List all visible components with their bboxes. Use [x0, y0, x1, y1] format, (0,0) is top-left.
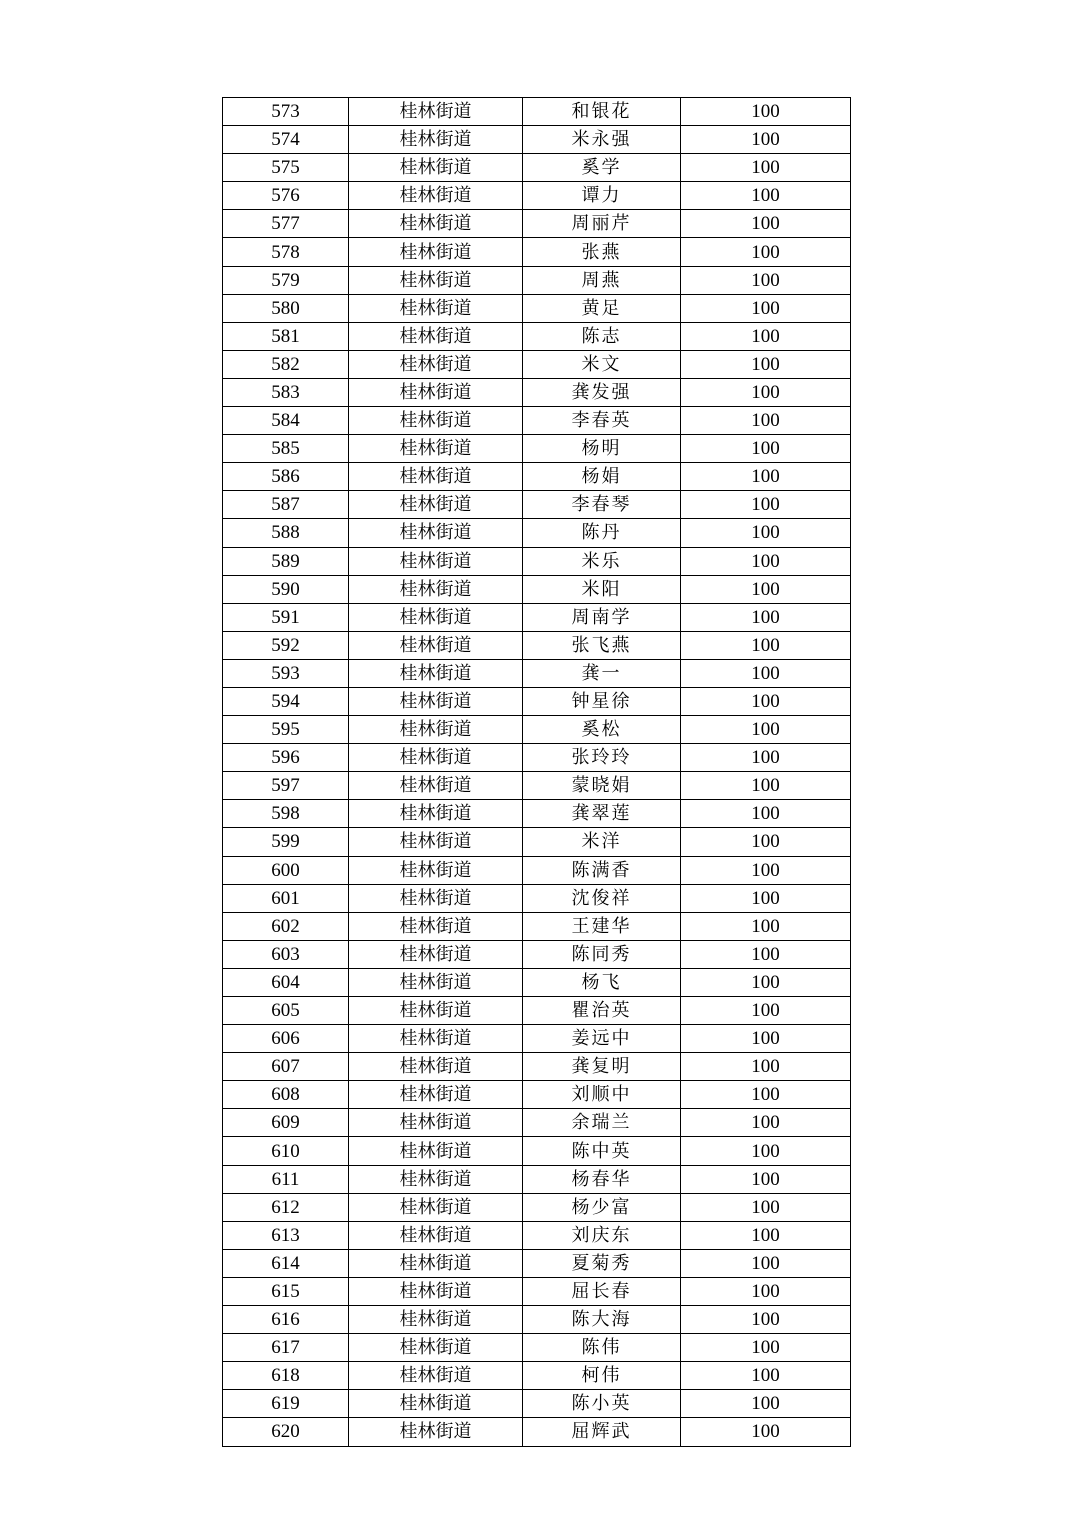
table-row	[223, 1306, 851, 1334]
table-row	[223, 1025, 851, 1053]
amount-cell: 100	[681, 1277, 851, 1305]
person-name-cell: 李春琴	[523, 491, 681, 519]
street-cell: 桂林街道	[349, 716, 523, 744]
row-number-cell: 581	[223, 322, 349, 350]
person-name-cell: 奚松	[523, 716, 681, 744]
street-cell: 桂林街道	[349, 856, 523, 884]
row-number-cell: 587	[223, 491, 349, 519]
amount-cell: 100	[681, 1053, 851, 1081]
street-cell: 桂林街道	[349, 463, 523, 491]
person-name-cell: 陈伟	[523, 1334, 681, 1362]
amount-cell: 100	[681, 856, 851, 884]
row-number-cell: 586	[223, 463, 349, 491]
row-number-cell: 594	[223, 687, 349, 715]
person-name-cell: 龚翠莲	[523, 800, 681, 828]
street-cell: 桂林街道	[349, 154, 523, 182]
amount-cell: 100	[681, 547, 851, 575]
person-name-cell: 张玲玲	[523, 744, 681, 772]
amount-cell: 100	[681, 1109, 851, 1137]
table-row	[223, 1418, 851, 1446]
person-name-cell: 米阳	[523, 575, 681, 603]
street-cell: 桂林街道	[349, 491, 523, 519]
street-cell: 桂林街道	[349, 1025, 523, 1053]
row-number-cell: 576	[223, 182, 349, 210]
street-cell: 桂林街道	[349, 126, 523, 154]
table-row	[223, 294, 851, 322]
street-cell: 桂林街道	[349, 266, 523, 294]
street-cell: 桂林街道	[349, 182, 523, 210]
person-name-cell: 陈志	[523, 322, 681, 350]
table-row	[223, 800, 851, 828]
records-body	[223, 98, 851, 1447]
street-cell: 桂林街道	[349, 1193, 523, 1221]
street-cell: 桂林街道	[349, 603, 523, 631]
street-cell: 桂林街道	[349, 378, 523, 406]
amount-cell: 100	[681, 575, 851, 603]
street-cell: 桂林街道	[349, 772, 523, 800]
person-name-cell: 陈大海	[523, 1306, 681, 1334]
street-cell: 桂林街道	[349, 547, 523, 575]
table-row	[223, 1137, 851, 1165]
person-name-cell: 屈长春	[523, 1277, 681, 1305]
street-cell: 桂林街道	[349, 828, 523, 856]
row-number-cell: 617	[223, 1334, 349, 1362]
table-row	[223, 182, 851, 210]
table-row	[223, 912, 851, 940]
street-cell: 桂林街道	[349, 940, 523, 968]
person-name-cell: 陈丹	[523, 519, 681, 547]
row-number-cell: 606	[223, 1025, 349, 1053]
row-number-cell: 578	[223, 238, 349, 266]
table-row	[223, 126, 851, 154]
amount-cell: 100	[681, 1418, 851, 1446]
street-cell: 桂林街道	[349, 800, 523, 828]
amount-cell: 100	[681, 940, 851, 968]
amount-cell: 100	[681, 631, 851, 659]
amount-cell: 100	[681, 435, 851, 463]
person-name-cell: 杨少富	[523, 1193, 681, 1221]
amount-cell: 100	[681, 744, 851, 772]
person-name-cell: 刘庆东	[523, 1221, 681, 1249]
street-cell: 桂林街道	[349, 1362, 523, 1390]
row-number-cell: 616	[223, 1306, 349, 1334]
amount-cell: 100	[681, 884, 851, 912]
amount-cell: 100	[681, 687, 851, 715]
table-row	[223, 575, 851, 603]
amount-cell: 100	[681, 238, 851, 266]
amount-cell: 100	[681, 1334, 851, 1362]
amount-cell: 100	[681, 154, 851, 182]
table-row	[223, 772, 851, 800]
amount-cell: 100	[681, 1249, 851, 1277]
amount-cell: 100	[681, 378, 851, 406]
street-cell: 桂林街道	[349, 1221, 523, 1249]
table-row	[223, 1053, 851, 1081]
table-row	[223, 266, 851, 294]
person-name-cell: 奚学	[523, 154, 681, 182]
amount-cell: 100	[681, 968, 851, 996]
row-number-cell: 593	[223, 659, 349, 687]
street-cell: 桂林街道	[349, 1390, 523, 1418]
amount-cell: 100	[681, 997, 851, 1025]
table-row	[223, 547, 851, 575]
person-name-cell: 杨娟	[523, 463, 681, 491]
person-name-cell: 瞿治英	[523, 997, 681, 1025]
table-row	[223, 1390, 851, 1418]
person-name-cell: 屈辉武	[523, 1418, 681, 1446]
person-name-cell: 龚一	[523, 659, 681, 687]
person-name-cell: 刘顺中	[523, 1081, 681, 1109]
row-number-cell: 618	[223, 1362, 349, 1390]
amount-cell: 100	[681, 210, 851, 238]
row-number-cell: 600	[223, 856, 349, 884]
street-cell: 桂林街道	[349, 575, 523, 603]
table-row	[223, 98, 851, 126]
amount-cell: 100	[681, 1221, 851, 1249]
street-cell: 桂林街道	[349, 1334, 523, 1362]
person-name-cell: 柯伟	[523, 1362, 681, 1390]
row-number-cell: 591	[223, 603, 349, 631]
person-name-cell: 谭力	[523, 182, 681, 210]
street-cell: 桂林街道	[349, 1306, 523, 1334]
person-name-cell: 陈满香	[523, 856, 681, 884]
street-cell: 桂林街道	[349, 1277, 523, 1305]
amount-cell: 100	[681, 491, 851, 519]
street-cell: 桂林街道	[349, 912, 523, 940]
row-number-cell: 604	[223, 968, 349, 996]
row-number-cell: 620	[223, 1418, 349, 1446]
amount-cell: 100	[681, 603, 851, 631]
street-cell: 桂林街道	[349, 631, 523, 659]
table-row	[223, 968, 851, 996]
row-number-cell: 596	[223, 744, 349, 772]
table-row	[223, 378, 851, 406]
table-row	[223, 519, 851, 547]
row-number-cell: 583	[223, 378, 349, 406]
row-number-cell: 580	[223, 294, 349, 322]
person-name-cell: 黄足	[523, 294, 681, 322]
person-name-cell: 夏菊秀	[523, 1249, 681, 1277]
table-row	[223, 1165, 851, 1193]
person-name-cell: 蒙晓娟	[523, 772, 681, 800]
table-row	[223, 1362, 851, 1390]
person-name-cell: 和银花	[523, 98, 681, 126]
table-row	[223, 659, 851, 687]
table-row	[223, 435, 851, 463]
person-name-cell: 余瑞兰	[523, 1109, 681, 1137]
table-row	[223, 940, 851, 968]
street-cell: 桂林街道	[349, 238, 523, 266]
table-row	[223, 1334, 851, 1362]
table-row	[223, 1221, 851, 1249]
person-name-cell: 姜远中	[523, 1025, 681, 1053]
street-cell: 桂林街道	[349, 1249, 523, 1277]
row-number-cell: 607	[223, 1053, 349, 1081]
person-name-cell: 龚复明	[523, 1053, 681, 1081]
row-number-cell: 579	[223, 266, 349, 294]
amount-cell: 100	[681, 800, 851, 828]
street-cell: 桂林街道	[349, 210, 523, 238]
amount-cell: 100	[681, 519, 851, 547]
person-name-cell: 龚发强	[523, 378, 681, 406]
person-name-cell: 米洋	[523, 828, 681, 856]
row-number-cell: 610	[223, 1137, 349, 1165]
table-row	[223, 154, 851, 182]
amount-cell: 100	[681, 1390, 851, 1418]
table-row	[223, 884, 851, 912]
amount-cell: 100	[681, 1165, 851, 1193]
amount-cell: 100	[681, 1025, 851, 1053]
person-name-cell: 陈中英	[523, 1137, 681, 1165]
records-table	[222, 97, 851, 1447]
street-cell: 桂林街道	[349, 435, 523, 463]
amount-cell: 100	[681, 266, 851, 294]
street-cell: 桂林街道	[349, 1081, 523, 1109]
amount-cell: 100	[681, 407, 851, 435]
table-row	[223, 463, 851, 491]
street-cell: 桂林街道	[349, 350, 523, 378]
row-number-cell: 612	[223, 1193, 349, 1221]
amount-cell: 100	[681, 1306, 851, 1334]
table-row	[223, 1193, 851, 1221]
street-cell: 桂林街道	[349, 744, 523, 772]
row-number-cell: 608	[223, 1081, 349, 1109]
row-number-cell: 614	[223, 1249, 349, 1277]
amount-cell: 100	[681, 912, 851, 940]
amount-cell: 100	[681, 716, 851, 744]
person-name-cell: 钟星徐	[523, 687, 681, 715]
row-number-cell: 584	[223, 407, 349, 435]
table-row	[223, 350, 851, 378]
amount-cell: 100	[681, 1362, 851, 1390]
street-cell: 桂林街道	[349, 968, 523, 996]
row-number-cell: 609	[223, 1109, 349, 1137]
row-number-cell: 588	[223, 519, 349, 547]
street-cell: 桂林街道	[349, 322, 523, 350]
street-cell: 桂林街道	[349, 1418, 523, 1446]
row-number-cell: 613	[223, 1221, 349, 1249]
row-number-cell: 597	[223, 772, 349, 800]
row-number-cell: 619	[223, 1390, 349, 1418]
table-row	[223, 1249, 851, 1277]
row-number-cell: 601	[223, 884, 349, 912]
table-row	[223, 491, 851, 519]
street-cell: 桂林街道	[349, 687, 523, 715]
person-name-cell: 杨飞	[523, 968, 681, 996]
amount-cell: 100	[681, 1081, 851, 1109]
row-number-cell: 573	[223, 98, 349, 126]
table-row	[223, 1109, 851, 1137]
table-row	[223, 744, 851, 772]
street-cell: 桂林街道	[349, 407, 523, 435]
amount-cell: 100	[681, 350, 851, 378]
street-cell: 桂林街道	[349, 98, 523, 126]
amount-cell: 100	[681, 828, 851, 856]
street-cell: 桂林街道	[349, 1053, 523, 1081]
person-name-cell: 米永强	[523, 126, 681, 154]
table-row	[223, 603, 851, 631]
amount-cell: 100	[681, 126, 851, 154]
table-row	[223, 828, 851, 856]
amount-cell: 100	[681, 1193, 851, 1221]
amount-cell: 100	[681, 772, 851, 800]
person-name-cell: 陈小英	[523, 1390, 681, 1418]
row-number-cell: 575	[223, 154, 349, 182]
table-row	[223, 631, 851, 659]
person-name-cell: 杨明	[523, 435, 681, 463]
person-name-cell: 沈俊祥	[523, 884, 681, 912]
row-number-cell: 611	[223, 1165, 349, 1193]
row-number-cell: 590	[223, 575, 349, 603]
table-row	[223, 716, 851, 744]
row-number-cell: 592	[223, 631, 349, 659]
person-name-cell: 周南学	[523, 603, 681, 631]
street-cell: 桂林街道	[349, 1137, 523, 1165]
amount-cell: 100	[681, 182, 851, 210]
street-cell: 桂林街道	[349, 1165, 523, 1193]
table-row	[223, 1081, 851, 1109]
amount-cell: 100	[681, 322, 851, 350]
row-number-cell: 577	[223, 210, 349, 238]
row-number-cell: 602	[223, 912, 349, 940]
table-row	[223, 407, 851, 435]
row-number-cell: 599	[223, 828, 349, 856]
street-cell: 桂林街道	[349, 997, 523, 1025]
row-number-cell: 603	[223, 940, 349, 968]
person-name-cell: 陈同秀	[523, 940, 681, 968]
row-number-cell: 574	[223, 126, 349, 154]
row-number-cell: 615	[223, 1277, 349, 1305]
row-number-cell: 582	[223, 350, 349, 378]
person-name-cell: 张燕	[523, 238, 681, 266]
amount-cell: 100	[681, 1137, 851, 1165]
row-number-cell: 585	[223, 435, 349, 463]
street-cell: 桂林街道	[349, 519, 523, 547]
row-number-cell: 605	[223, 997, 349, 1025]
row-number-cell: 598	[223, 800, 349, 828]
table-row	[223, 856, 851, 884]
table-row	[223, 1277, 851, 1305]
amount-cell: 100	[681, 294, 851, 322]
street-cell: 桂林街道	[349, 659, 523, 687]
street-cell: 桂林街道	[349, 1109, 523, 1137]
amount-cell: 100	[681, 659, 851, 687]
person-name-cell: 米乐	[523, 547, 681, 575]
person-name-cell: 李春英	[523, 407, 681, 435]
person-name-cell: 张飞燕	[523, 631, 681, 659]
person-name-cell: 周丽芹	[523, 210, 681, 238]
amount-cell: 100	[681, 98, 851, 126]
street-cell: 桂林街道	[349, 294, 523, 322]
table-row	[223, 210, 851, 238]
table-row	[223, 322, 851, 350]
person-name-cell: 杨春华	[523, 1165, 681, 1193]
street-cell: 桂林街道	[349, 884, 523, 912]
table-row	[223, 238, 851, 266]
person-name-cell: 王建华	[523, 912, 681, 940]
row-number-cell: 589	[223, 547, 349, 575]
person-name-cell: 米文	[523, 350, 681, 378]
amount-cell: 100	[681, 463, 851, 491]
person-name-cell: 周燕	[523, 266, 681, 294]
row-number-cell: 595	[223, 716, 349, 744]
table-row	[223, 687, 851, 715]
table-row	[223, 997, 851, 1025]
